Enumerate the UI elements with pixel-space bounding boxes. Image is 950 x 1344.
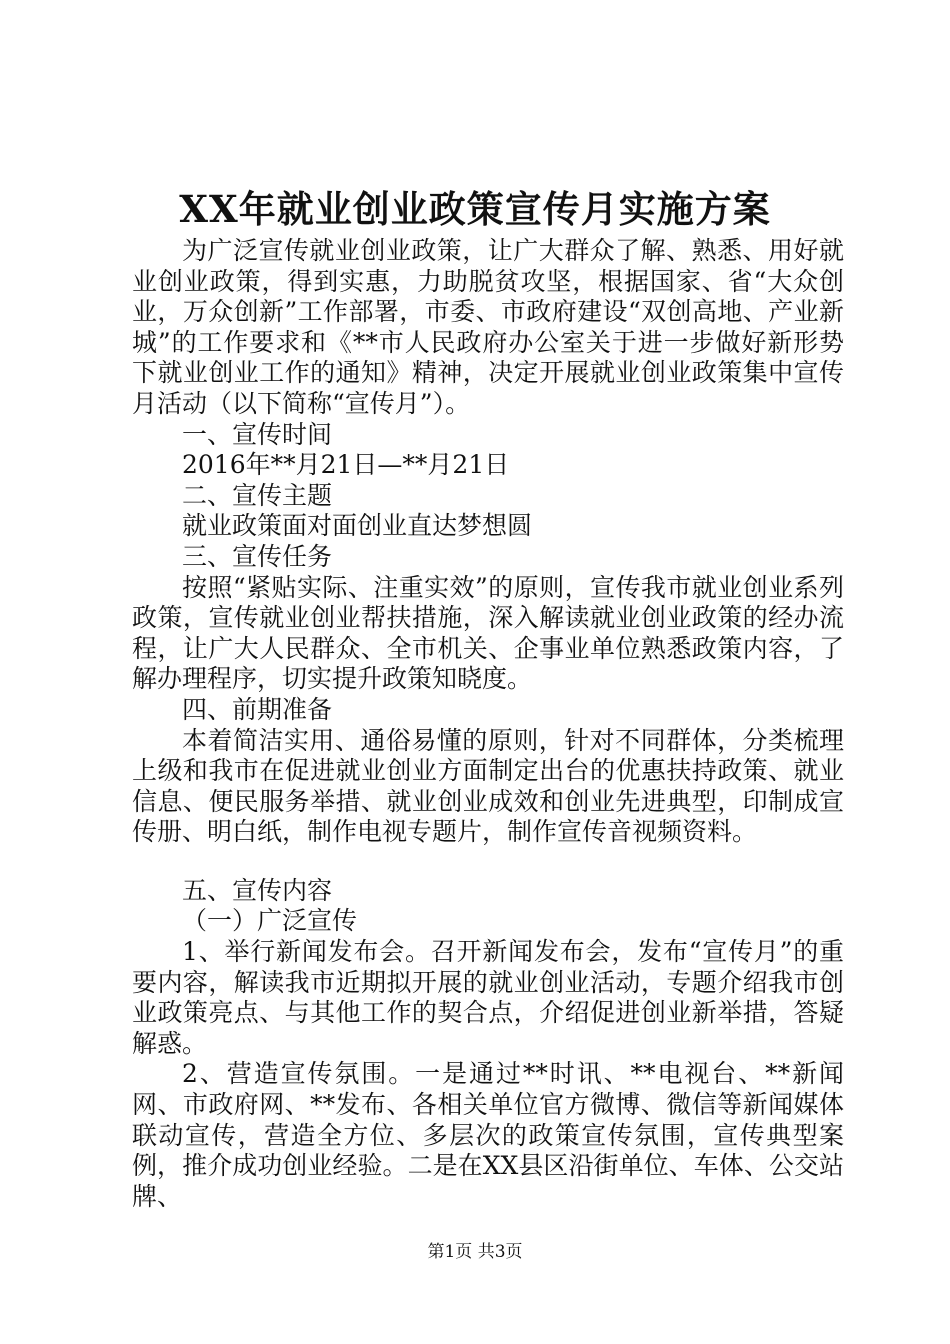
heading-section-4: 四、前期准备 xyxy=(182,694,333,724)
paragraph-item-2: 2、营造宣传氛围。一是通过**时讯、**电视台、**新闻网、市政府网、**发布、各相关单位官方微博、微信等新闻媒体联动宣传，营造全方位、多层次的政策宣传氛围，宣传典型案例，推介成功创业经验。二是在XX县区沿街单位、车体、公交站牌、 xyxy=(132,1059,844,1211)
paragraph-theme: 就业政策面对面创业直达梦想圆 xyxy=(182,511,533,541)
paragraph-date: 2016年**月21日—**月21日 xyxy=(182,450,510,480)
paragraph-spacer xyxy=(132,848,844,876)
subheading-publicity: （一）广泛宣传 xyxy=(182,906,358,936)
document-body xyxy=(132,236,844,1212)
paragraph-intro: 为广泛宣传就业创业政策，让广大群众了解、熟悉、用好就业创业政策，得到实惠，力助脱贫攻坚，根据国家、省“大众创业，万众创新”工作部署，市委、市政府建设“双创高地、产业新城”的工作要求和《**市人民政府办公室关于进一步做好新形势下就业创业工作的通知》精神，决定开展就业创业政策集中宣传月活动（以下简称“宣传月”）。 xyxy=(132,236,844,418)
paragraph-preparation: 本着简洁实用、通俗易懂的原则，针对不同群体，分类梳理上级和我市在促进就业创业方面制定出台的优惠扶持政策、就业信息、便民服务举措、就业创业成效和创业先进典型，印制成宣传册、明白纸，制作电视专题片，制作宣传音视频资料。 xyxy=(132,725,844,847)
paragraph-tasks: 按照“紧贴实际、注重实效”的原则，宣传我市就业创业系列政策，宣传就业创业帮扶措施，深入解读就业创业政策的经办流程，让广大人民群众、全市机关、企事业单位熟悉政策内容，了解办理程序，切实提升政策知晓度。 xyxy=(132,572,844,694)
paragraph-item-1: 1、举行新闻发布会。召开新闻发布会，发布“宣传月”的重要内容，解读我市近期拟开展的就业创业活动，专题介绍我市创业政策亮点、与其他工作的契合点，介绍促进创业新举措，答疑解惑。 xyxy=(132,937,844,1058)
page-footer: 第1页 共3页 xyxy=(427,1242,523,1262)
heading-section-3: 三、宣传任务 xyxy=(182,541,333,571)
heading-section-5: 五、宣传内容 xyxy=(182,875,333,905)
heading-section-2: 二、宣传主题 xyxy=(182,480,333,510)
document-title: XX年就业创业政策宣传月实施方案 xyxy=(179,187,771,231)
heading-section-1: 一、宣传时间 xyxy=(182,419,333,449)
